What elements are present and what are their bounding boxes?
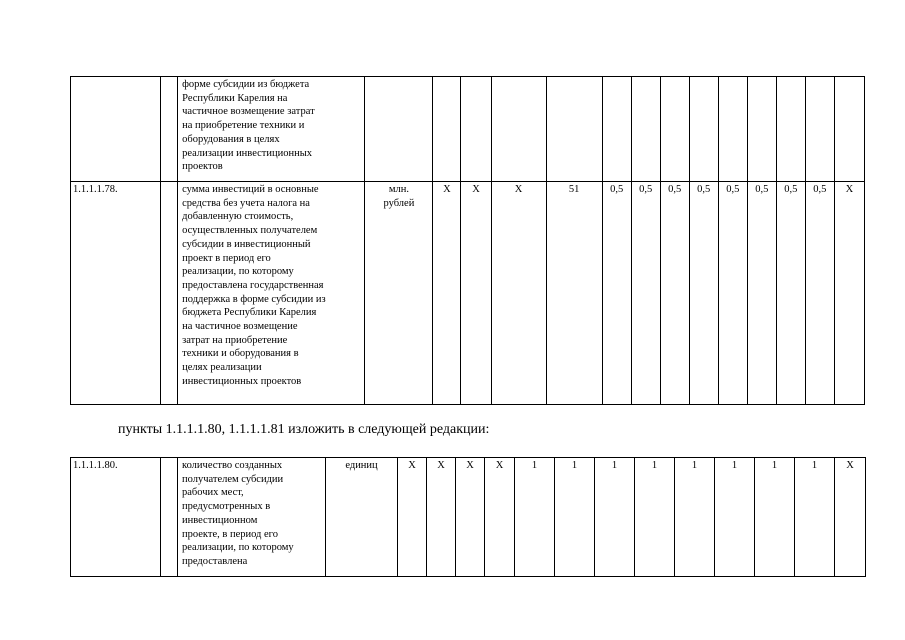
value-cell: 1 bbox=[795, 458, 835, 577]
value-cell: 0,5 bbox=[747, 182, 776, 405]
text-line: техники и оборудования в bbox=[182, 348, 299, 360]
text-line: предоставлена bbox=[182, 555, 248, 567]
text-line: количество созданных bbox=[182, 460, 283, 471]
text-line: проекте, в период его bbox=[182, 528, 278, 540]
text-line: затрат на приобретение bbox=[182, 334, 288, 346]
value-cell: X bbox=[456, 458, 485, 577]
table-top bbox=[70, 76, 865, 405]
description-cell bbox=[178, 458, 326, 577]
text-line: осуществленных получателем bbox=[182, 225, 318, 237]
row-number-cell bbox=[71, 77, 161, 182]
value-cell: 1 bbox=[715, 458, 755, 577]
value-cell: 0,5 bbox=[631, 182, 660, 405]
unit-line: рублей bbox=[383, 197, 415, 209]
text-line: на приобретение техники и bbox=[182, 120, 305, 132]
value-cell: X bbox=[835, 458, 866, 577]
value-cell: 1 bbox=[595, 458, 635, 577]
table-row bbox=[71, 77, 865, 182]
value-cell: X bbox=[491, 182, 546, 405]
description-cell bbox=[178, 182, 365, 405]
value-cell: 51 bbox=[546, 182, 602, 405]
value-cell: X bbox=[427, 458, 456, 577]
text-line: проект в период его bbox=[182, 252, 271, 264]
text-line: реализации, по которому bbox=[182, 266, 294, 278]
value-cell bbox=[461, 77, 491, 182]
text-line: предоставлена государственная bbox=[182, 279, 324, 291]
table-row bbox=[71, 182, 865, 405]
text-line: средства без учета налога на bbox=[182, 197, 310, 209]
value-cell: 1 bbox=[675, 458, 715, 577]
value-cell: 0,5 bbox=[660, 182, 689, 405]
value-cell: 0,5 bbox=[689, 182, 718, 405]
text-line: добавленную стоимость, bbox=[182, 211, 294, 223]
unit-cell: единиц bbox=[326, 458, 398, 577]
empty-cell bbox=[161, 182, 178, 405]
value-cell bbox=[776, 77, 805, 182]
value-cell: X bbox=[433, 182, 461, 405]
text-line: целях реализации bbox=[182, 362, 262, 374]
value-cell bbox=[718, 77, 747, 182]
value-cell bbox=[660, 77, 689, 182]
value-cell bbox=[602, 77, 631, 182]
value-cell bbox=[689, 77, 718, 182]
text-line: субсидии в инвестиционный bbox=[182, 238, 311, 250]
value-cell bbox=[747, 77, 776, 182]
value-cell bbox=[834, 77, 864, 182]
unit-line: млн. bbox=[388, 184, 409, 195]
text-line: на частичное возмещение bbox=[182, 321, 298, 333]
table-bottom bbox=[70, 457, 866, 577]
unit-cell bbox=[365, 182, 433, 405]
value-cell bbox=[805, 77, 834, 182]
text-line: реализации инвестиционных bbox=[182, 147, 313, 159]
text-line: бюджета Республики Карелия bbox=[182, 307, 317, 319]
text-line: инвестиционных проектов bbox=[182, 375, 302, 387]
value-cell: 0,5 bbox=[602, 182, 631, 405]
value-cell bbox=[546, 77, 602, 182]
amendment-instruction: пункты 1.1.1.1.80, 1.1.1.1.81 изложить в следующей редакции: bbox=[118, 422, 490, 437]
text-line: реализации, по которому bbox=[182, 542, 294, 554]
value-cell: 0,5 bbox=[776, 182, 805, 405]
text-line: проектов bbox=[182, 161, 223, 173]
text-line: поддержка в форме субсидии из bbox=[182, 293, 326, 305]
description-cell bbox=[178, 77, 365, 182]
text-line: предусмотренных в bbox=[182, 501, 271, 513]
text-line: оборудования в целях bbox=[182, 133, 280, 145]
value-cell: 1 bbox=[635, 458, 675, 577]
value-cell: 1 bbox=[555, 458, 595, 577]
table-row bbox=[71, 458, 866, 577]
value-cell: 1 bbox=[755, 458, 795, 577]
value-cell bbox=[491, 77, 546, 182]
row-number-cell: 1.1.1.1.80. bbox=[71, 458, 161, 577]
value-cell bbox=[433, 77, 461, 182]
text-line: форме субсидии из бюджета bbox=[182, 79, 310, 90]
text-line: частичное возмещение затрат bbox=[182, 106, 315, 118]
value-cell bbox=[631, 77, 660, 182]
empty-cell bbox=[161, 77, 178, 182]
empty-cell bbox=[161, 458, 178, 577]
row-number-cell: 1.1.1.1.78. bbox=[71, 182, 161, 405]
text-line: Республики Карелия на bbox=[182, 92, 288, 104]
text-line: сумма инвестиций в основные bbox=[182, 184, 319, 195]
text-line: инвестиционном bbox=[182, 514, 258, 526]
unit-cell bbox=[365, 77, 433, 182]
value-cell: 0,5 bbox=[805, 182, 834, 405]
value-cell: 1 bbox=[515, 458, 555, 577]
value-cell: X bbox=[834, 182, 864, 405]
value-cell: X bbox=[485, 458, 515, 577]
value-cell: X bbox=[398, 458, 427, 577]
text-line: получателем субсидии bbox=[182, 473, 284, 485]
text-line: рабочих мест, bbox=[182, 487, 244, 499]
value-cell: X bbox=[461, 182, 491, 405]
value-cell: 0,5 bbox=[718, 182, 747, 405]
